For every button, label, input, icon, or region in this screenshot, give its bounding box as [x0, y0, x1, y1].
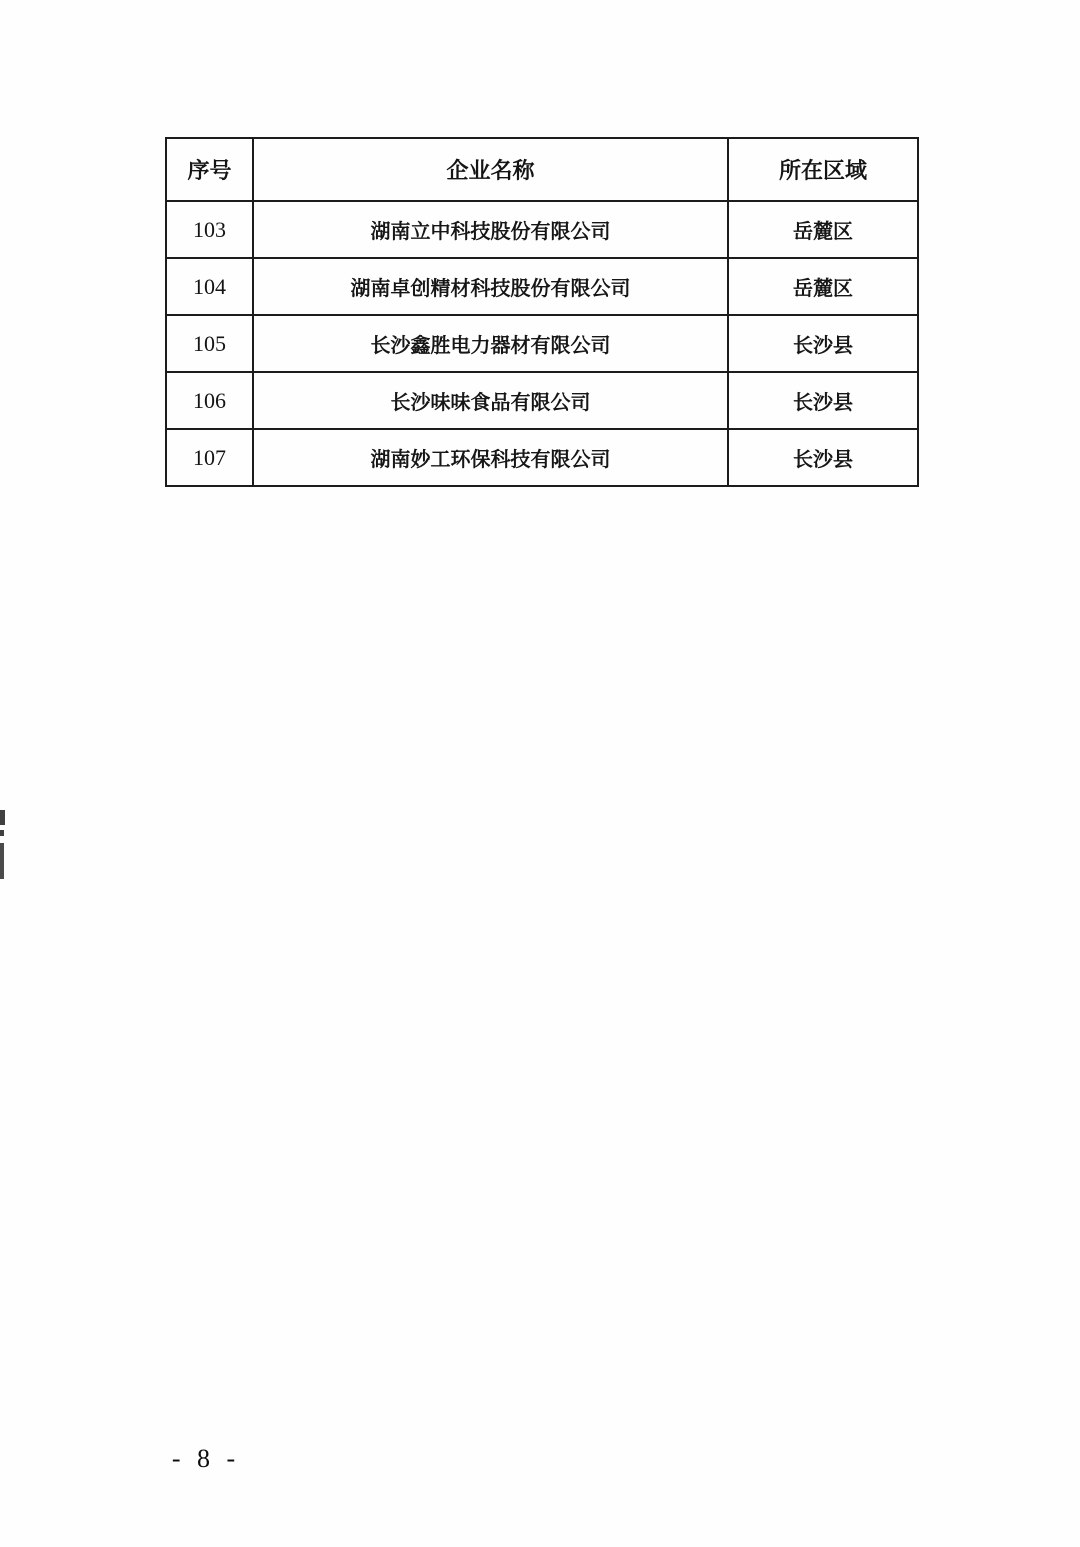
table-row: [166, 315, 918, 372]
cell-region: 岳麓区: [728, 201, 918, 258]
cell-no: 106: [166, 372, 253, 429]
page-number: - 8 -: [171, 1444, 241, 1473]
cell-company: 湖南卓创精材科技股份有限公司: [253, 258, 728, 315]
cell-region: 长沙县: [728, 315, 918, 372]
cell-region: 长沙县: [728, 372, 918, 429]
scan-artifact: [0, 843, 4, 879]
company-table: [165, 137, 919, 487]
cell-no: 107: [166, 429, 253, 486]
table-row: [166, 429, 918, 486]
table-header-row: [166, 138, 918, 201]
scan-artifact: [0, 830, 4, 836]
cell-region: 长沙县: [728, 429, 918, 486]
cell-no: 103: [166, 201, 253, 258]
cell-no: 104: [166, 258, 253, 315]
table-row: [166, 258, 918, 315]
header-cell-company: 企业名称: [253, 138, 728, 201]
cell-company: 湖南立中科技股份有限公司: [253, 201, 728, 258]
cell-company: 长沙味味食品有限公司: [253, 372, 728, 429]
table-row: [166, 372, 918, 429]
scan-artifact: [0, 810, 5, 825]
cell-region: 岳麓区: [728, 258, 918, 315]
cell-company: 长沙鑫胜电力器材有限公司: [253, 315, 728, 372]
cell-no: 105: [166, 315, 253, 372]
header-cell-region: 所在区域: [728, 138, 918, 201]
header-cell-no: 序号: [166, 138, 253, 201]
cell-company: 湖南妙工环保科技有限公司: [253, 429, 728, 486]
table-row: [166, 201, 918, 258]
